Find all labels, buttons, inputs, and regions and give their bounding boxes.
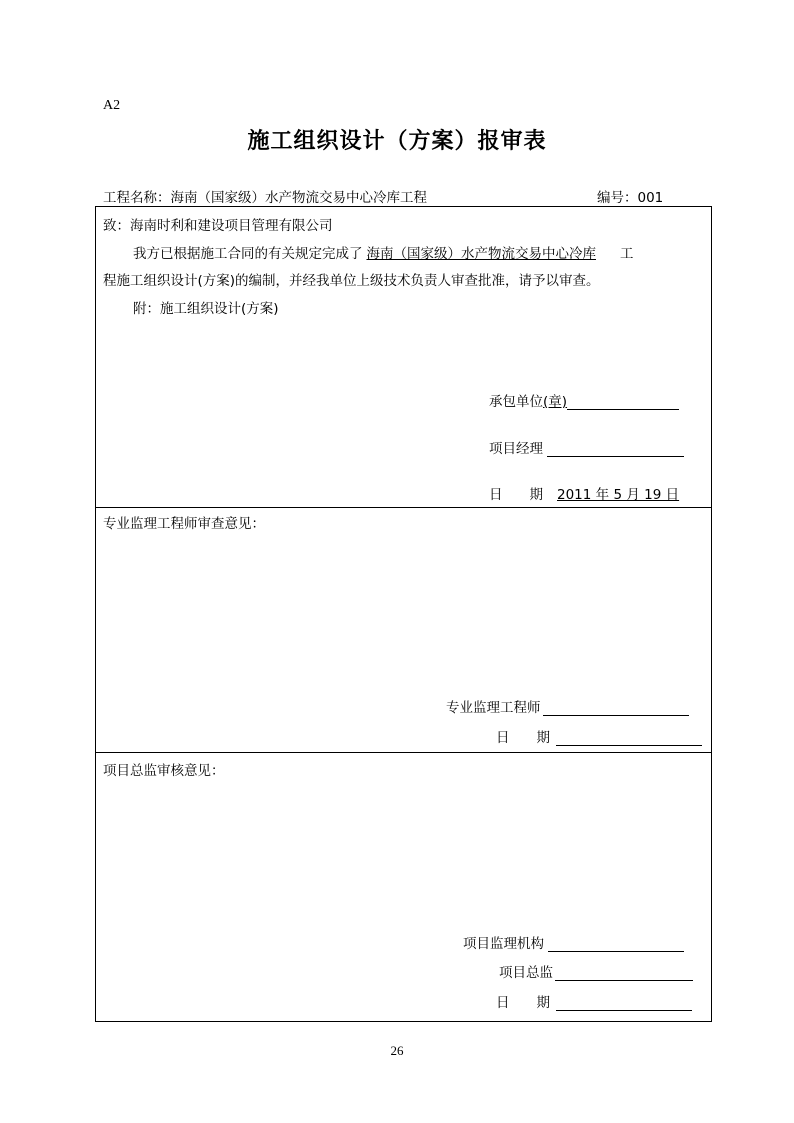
director-date-line bbox=[556, 996, 692, 1011]
director-label: 项目总监 bbox=[499, 965, 553, 981]
submission-section bbox=[96, 207, 712, 508]
project-name: 工程名称：海南（国家级）水产物流交易中心冷库工程 bbox=[103, 190, 427, 206]
submission-text-post: 工 bbox=[620, 246, 634, 262]
manager-label: 项目经理 bbox=[489, 441, 543, 457]
supervision-org-line bbox=[548, 937, 684, 952]
submission-date-row bbox=[489, 483, 699, 503]
supervision-org-label: 项目监理机构 bbox=[463, 936, 544, 952]
director-date-row bbox=[496, 991, 692, 1011]
page-number: 26 bbox=[390, 1043, 404, 1058]
director-date-label: 日 期 bbox=[496, 995, 550, 1011]
manager-signature-row bbox=[489, 437, 684, 457]
addressee: 致：海南时利和建设项目管理有限公司 bbox=[103, 218, 333, 234]
date-label: 日 期 bbox=[489, 487, 543, 503]
director-review-section bbox=[96, 753, 712, 1022]
engineer-line bbox=[543, 701, 689, 716]
contractor-line bbox=[567, 395, 679, 410]
page-title: 施工组织设计（方案）报审表 bbox=[247, 129, 547, 154]
form-number: 编号：001 bbox=[597, 190, 664, 206]
supervision-org-row bbox=[463, 932, 684, 952]
engineer-review-heading: 专业监理工程师审查意见： bbox=[103, 516, 265, 532]
director-signature-row bbox=[499, 961, 693, 981]
engineer-label: 专业监理工程师 bbox=[446, 700, 541, 716]
engineer-date-label: 日 期 bbox=[496, 730, 550, 746]
engineer-date-line bbox=[556, 731, 702, 746]
submission-line-1 bbox=[133, 242, 634, 262]
engineer-review-section bbox=[96, 508, 712, 753]
contractor-signature-row bbox=[489, 390, 679, 410]
attachment-note: 附：施工组织设计(方案) bbox=[133, 301, 279, 317]
seal-label: (章) bbox=[543, 394, 568, 410]
submission-date-value: 2011 年 5 月 19 日 bbox=[557, 487, 680, 503]
engineer-date-row bbox=[496, 726, 702, 746]
project-name-underlined: 海南（国家级）水产物流交易中心冷库 bbox=[366, 246, 596, 262]
director-line bbox=[555, 966, 693, 981]
director-review-heading: 项目总监审核意见： bbox=[103, 763, 225, 779]
submission-text-pre: 我方已根据施工合同的有关规定完成了 bbox=[133, 246, 363, 262]
manager-line bbox=[547, 442, 684, 457]
engineer-signature-row bbox=[446, 696, 689, 716]
contractor-label: 承包单位 bbox=[489, 394, 543, 410]
submission-line-2: 程施工组织设计(方案)的编制，并经我单位上级技术负责人审查批准，请予以审查。 bbox=[103, 273, 600, 289]
form-code: A2 bbox=[103, 98, 121, 113]
review-form-table bbox=[95, 206, 712, 1022]
